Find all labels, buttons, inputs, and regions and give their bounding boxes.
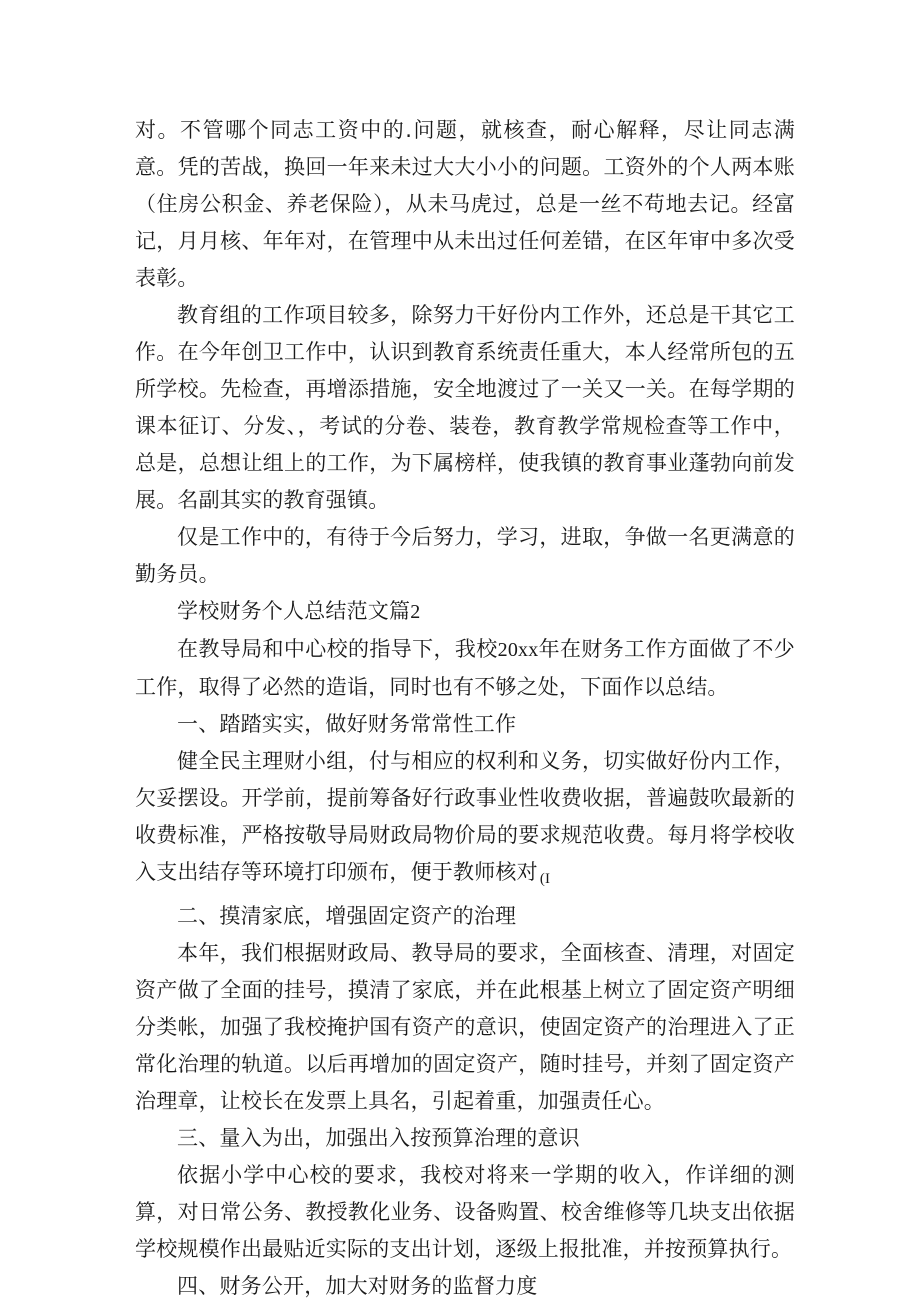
- heading-section-3: 三、量入为出，加强出入按预算治理的意识: [177, 1126, 580, 1150]
- paragraph-education-group-work: 教育组的工作项目较多，除努力干好份内工作外，还总是干其它工作。在今年创卫工作中，认识到教育系统责任重大，本人经常所包的五所学校。先检查，再增添措施，安全地渡过了一关又一关。在每学期的课本征订、分发、，考试的分卷、装卷，教育教学常规检查等工作中，总是，总想让组上的工作，为下属榜样，使我镇的教育事业蓬勃向前发展。名副其实的教育强镇。: [135, 303, 795, 512]
- intro-text-before: 在教导局和中心校的指导下，我校: [177, 637, 498, 661]
- document-page: [135, 112, 795, 1305]
- section-1-body-text: 健全民主理财小组，付与相应的权利和义务，切实做好份内工作，欠妥摆设。开学前，提前筹备好行政事业性收费收据，普遍鼓吹最新的收费标准，严格按敬导局财政局物价局的要求规范收费。每月将学校收入支出结存等环境打印颁布，便于教师核对: [135, 749, 795, 884]
- paragraph-section-2-body: 本年，我们根据财政局、教导局的要求，全面核查、清理，对固定资产做了全面的挂号，摸清了家底，并在此根基上树立了固定资产明细分类帐，加强了我校掩护国有资产的意识，使固定资产的治理进入了正常化治理的轨道。以后再增加的固定资产，随时挂号，并刻了固定资产治理章，让校长在发票上具名，引起着重，加强责任心。: [135, 941, 795, 1113]
- paragraph-salary-management: 对。不管哪个同志工资中的.问题，就核查，耐心解释，尽让同志满意。凭的苦战，换回一年来未过大大小小的问题。工资外的个人两本账（住房公积金、养老保险），从未马虎过，总是一丝不苟地去记。经富记，月月核、年年对，在管理中从未出过任何差错，在区年审中多次受表彰。: [135, 118, 795, 290]
- heading-section-1: 一、踏踏实实，做好财务常常性工作: [177, 712, 517, 736]
- heading-section-4: 四、财务公开，加大对财务的监督力度: [177, 1274, 538, 1298]
- intro-text-after: 年在财务工作方面做了不少工作，取得了必然的造诣，同时也有不够之处，下面作以总结。: [135, 637, 795, 699]
- paragraph-closing-remarks: 仅是工作中的，有待于今后努力，学习，进取，争做一名更满意的勤务员。: [135, 525, 795, 586]
- section-title-text: 学校财务个人总结范文篇: [177, 599, 411, 623]
- section-title-article-2: [135, 593, 795, 631]
- paragraph-intro-summary: [135, 631, 795, 706]
- heading-section-2: 二、摸清家底，增强固定资产的治理: [177, 904, 517, 928]
- truncation-mark: (I: [539, 871, 551, 887]
- paragraph-section-1-body: [135, 743, 795, 898]
- paragraph-section-3-body: 依据小学中心校的要求，我校对将来一学期的收入，作详细的测算，对日常公务、教授教化业务、设备购置、校舍维修等几块支出依据学校规模作出最贴近实际的支出计划，逐级上报批准，并按预算执行。: [135, 1163, 795, 1261]
- intro-year: 20xx: [497, 639, 539, 661]
- section-title-number: 2: [410, 601, 421, 623]
